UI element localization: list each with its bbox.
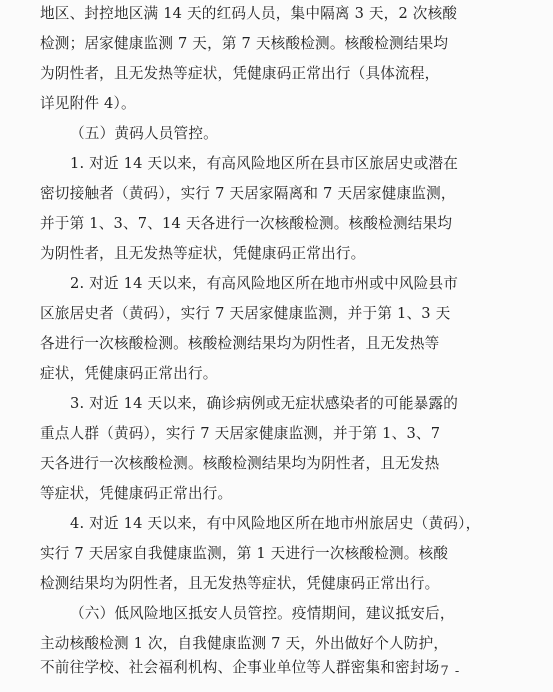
text-line: 地区、封控地区满 14 天的红码人员，集中隔离 3 天，2 次核酸 — [40, 5, 458, 22]
text-line: 为阴性者，且无发热等症状，凭健康码正常出行（具体流程， — [40, 65, 440, 82]
text-line: 检测；居家健康监测 7 天，第 7 天核酸检测。核酸检测结果均 — [40, 35, 449, 52]
text-line: 区旅居史者（黄码），实行 7 天居家健康监测，并于第 1、3 天 — [40, 305, 451, 322]
text-line: 密切接触者（黄码），实行 7 天居家隔离和 7 天居家健康监测， — [40, 185, 456, 202]
page-number: - 7 - — [430, 664, 461, 679]
text-line: 重点人群（黄码），实行 7 天居家健康监测，并于第 1、3、7 — [40, 425, 441, 442]
text-line: 并于第 1、3、7、14 天各进行一次核酸检测。核酸检测结果均 — [40, 215, 453, 232]
text-line: 天各进行一次核酸检测。核酸检测结果均为阴性者，且无发热 — [40, 455, 440, 472]
text-line: 检测结果均为阴性者，且无发热等症状，凭健康码正常出行。 — [40, 575, 440, 592]
text-line: 2. 对近 14 天以来，有高风险地区所在地市州或中风险县市 — [70, 275, 459, 292]
text-line: 1. 对近 14 天以来，有高风险地区所在县市区旅居史或潜在 — [70, 155, 459, 172]
text-line: 4. 对近 14 天以来，有中风险地区所在地市州旅居史（黄码）， — [70, 515, 481, 532]
text-line: 不前往学校、社会福利机构、企事业单位等人群密集和密封场 — [40, 659, 440, 676]
section-heading: （五）黄码人员管控。 — [70, 125, 218, 142]
text-line: 各进行一次核酸检测。核酸检测结果均为阴性者，且无发热等 — [40, 335, 440, 352]
text-line: 3. 对近 14 天以来，确诊病例或无症状感染者的可能暴露的 — [70, 395, 459, 412]
text-line: 实行 7 天居家自我健康监测，第 1 天进行一次核酸检测。核酸 — [40, 545, 449, 562]
text-line: 详见附件 4）。 — [40, 95, 136, 112]
text-line: 等症状，凭健康码正常出行。 — [40, 485, 233, 502]
text-line: 为阴性者，且无发热等症状，凭健康码正常出行。 — [40, 245, 366, 262]
text-line: 症状，凭健康码正常出行。 — [40, 365, 218, 382]
text-line: 主动核酸检测 1 次，自我健康监测 7 天，外出做好个人防护， — [40, 635, 449, 652]
section-heading: （六）低风险地区抵安人员管控。疫情期间，建议抵安后， — [70, 605, 455, 622]
